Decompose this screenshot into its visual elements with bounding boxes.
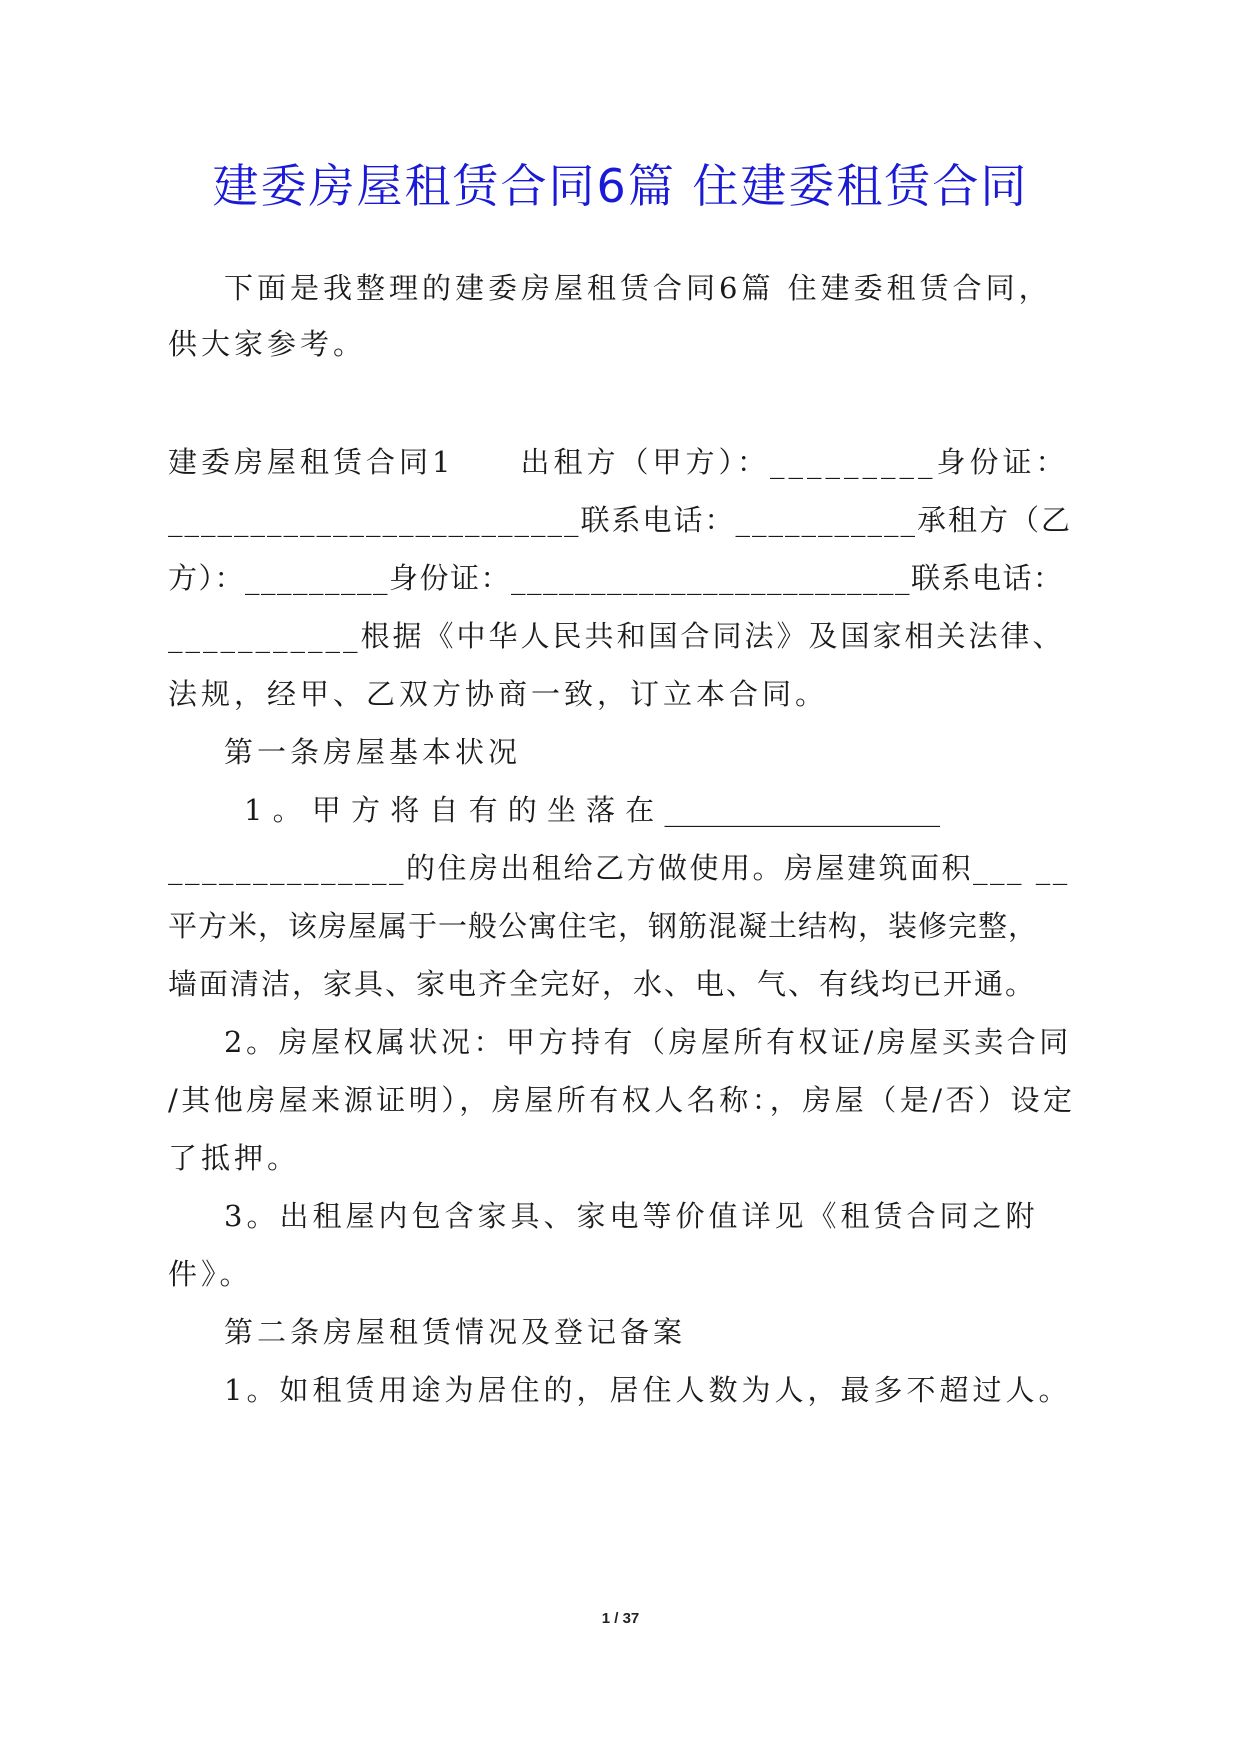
paragraph-line: 法规，经甲、乙双方协商一致，订立本合同。 [168,677,829,711]
paragraph-line: 平方米，该房屋属于一般公寓住宅，钢筋混凝土结构，装修完整， [168,909,1039,943]
paragraph-line: _________________________联系电话：___________承租方（乙 [168,503,1073,537]
paragraph-line: 了抵押。 [168,1141,301,1175]
paragraph-line: 墙面清洁，家具、家电齐全完好，水、电、气、有线均已开通。 [168,967,1037,1001]
paragraph-line: ___________根据《中华人民共和国合同法》及国家相关法律、 [168,619,1065,653]
paragraph-line: 件》。 [168,1257,253,1291]
document-title: 建委房屋租赁合同6篇 住建委租赁合同 [212,159,1029,213]
paragraph-line: 3。出租屋内包含家具、家电等价值详见《租赁合同之附 [224,1199,1039,1233]
paragraph-line: 建委房屋租赁合同1 出租方（甲方）：_________身份证： [168,445,1069,479]
paragraph-line: 方）：_________身份证：_________________________联系电话： [168,561,1064,595]
paragraph-line: 1。如租赁用途为居住的，居住人数为人，最多不超过人。 [224,1373,1072,1407]
paragraph-line: 1。甲方将自有的坐落在___________________ [244,793,940,827]
paragraph-line: ______________的住房出租给乙方做使用。房屋建筑面积___ __ [168,851,1070,885]
paragraph-line: 供大家参考。 [168,327,367,361]
paragraph-line: 2。房屋权属状况：甲方持有（房屋所有权证/房屋买卖合同 [224,1025,1072,1059]
page-indicator: 1 / 37 [601,1610,640,1627]
paragraph-line: /其他房屋来源证明），房屋所有权人名称：，房屋（是/否）设定 [168,1083,1076,1117]
section-heading: 第二条房屋租赁情况及登记备案 [224,1315,687,1349]
section-heading: 第一条房屋基本状况 [224,735,522,769]
paragraph-line: 下面是我整理的建委房屋租赁合同6篇 住建委租赁合同， [224,271,1052,305]
